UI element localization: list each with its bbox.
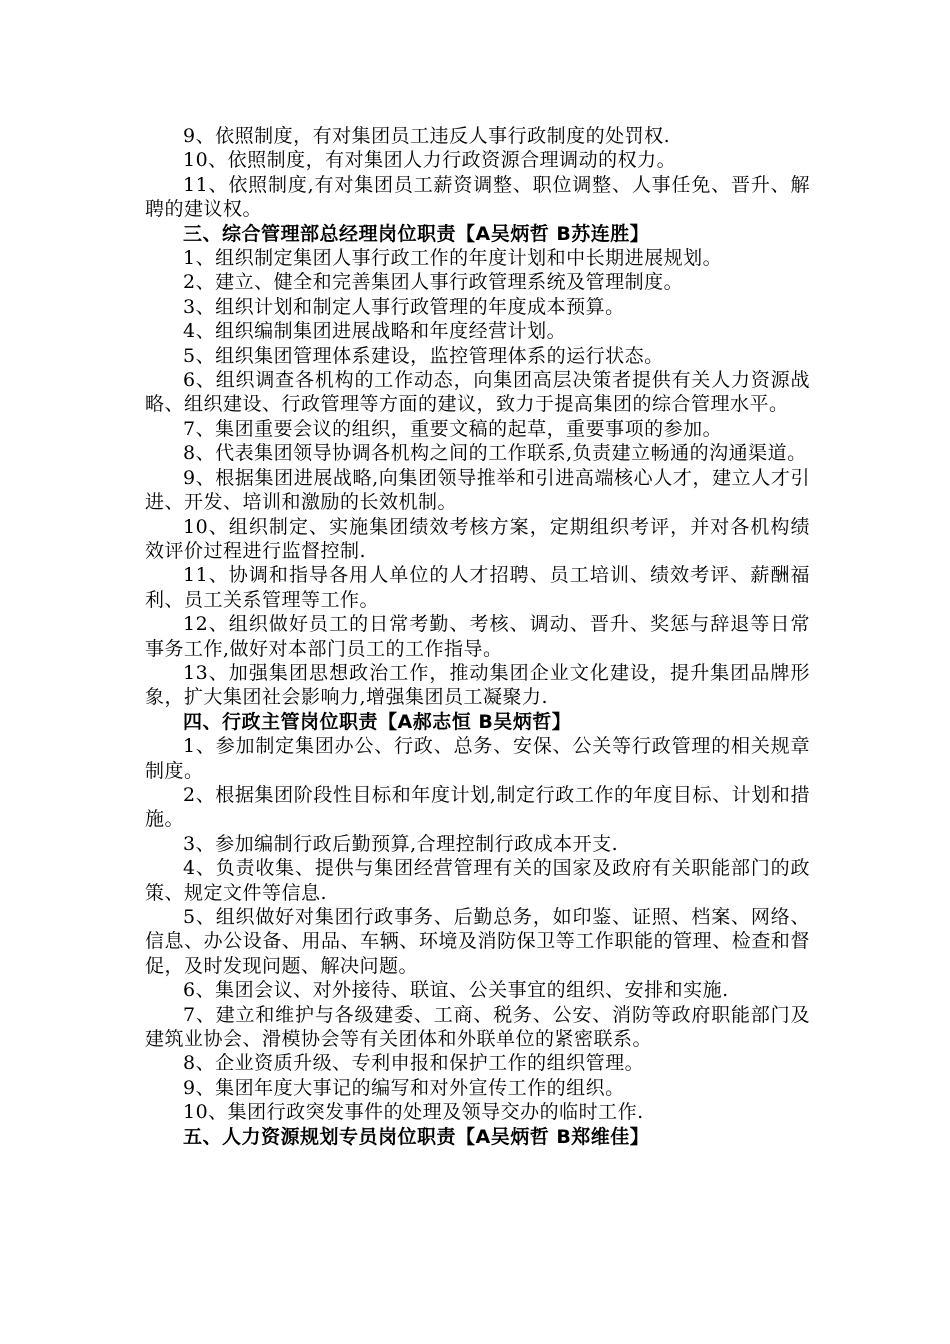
duty-item: 9、依照制度，有对集团员工违反人事行政制度的处罚权. [183,125,671,147]
duty-item: 10、组织制定、实施集团绩效考核方案，定期组织考评，并对各机构绩效评价过程进行监督控制. [145,515,810,562]
duty-item: 7、建立和维护与各级建委、工商、税务、公安、消防等政府职能部门及建筑业协会、滑模协会等有关团体和外联单位的紧密联系。 [145,1003,810,1051]
duty-item: 5、组织集团管理体系建设，监控管理体系的运行状态。 [183,344,664,367]
duty-item: 2、建立、健全和完善集团人事行政管理系统及管理制度。 [183,271,684,294]
duty-item: 8、企业资质升级、专利申报和保护工作的组织管理。 [183,1052,645,1075]
duty-item: 4、负责收集、提供与集团经营管理有关的国家及政府有关职能部门的政策、规定文件等信息. [145,857,810,904]
duty-item: 9、集团年度大事记的编写和对外宣传工作的组织。 [183,1076,625,1099]
duty-item: 1、组织制定集团人事行政工作的年度计划和中长期进展规划。 [183,247,723,270]
duty-item: 11、依照制度,有对集团员工薪资调整、职位调整、人事任免、晋升、解聘的建议权。 [145,173,810,221]
duty-item: 11、协调和指导各用人单位的人才招聘、员工培训、绩效考评、薪酬福利、员工关系管理等工作。 [145,564,810,611]
duty-item: 2、根据集团阶段性目标和年度计划,制定行政工作的年度目标、计划和措施。 [145,783,810,831]
duty-item: 12、组织做好员工的日常考勤、考核、调动、晋升、奖惩与辞退等日常事务工作,做好对本部门员工的工作指导。 [145,613,810,660]
section-heading: 五、人力资源规划专员岗位职责【A吴炳哲 B郑维佳】 [183,1125,650,1148]
duty-item: 10、集团行政突发事件的处理及领导交办的临时工作. [183,1101,644,1124]
duty-item: 13、加强集团思想政治工作，推动集团企业文化建设，提升集团品牌形象，扩大集团社会影响力,增强集团员工凝聚力. [145,661,810,709]
duty-item: 4、组织编制集团进展战略和年度经营计划。 [183,320,567,343]
duty-item: 10、依照制度，有对集团人力行政资源合理调动的权力。 [183,149,677,172]
duty-item: 6、集团会议、对外接待、联谊、公关事宜的组织、安排和实施. [183,979,729,1002]
document-body [145,124,810,1149]
duty-item: 5、组织做好对集团行政事务、后勤总务，如印鉴、证照、档案、网络、信息、办公设备、用品、车辆、环境及消防保卫等工作职能的管理、检查和督促，及时发现问题、解决问题。 [145,906,810,977]
duty-item: 9、根据集团进展战略,向集团领导推举和引进高端核心人才，建立人才引进、开发、培训和激励的长效机制。 [145,466,810,514]
duty-item: 3、组织计划和制定人事行政管理的年度成本预算。 [183,295,625,318]
duty-item: 7、集团重要会议的组织，重要文稿的起草，重要事项的参加。 [183,417,723,440]
duty-item: 8、代表集团领导协调各机构之间的工作联系,负责建立畅通的沟通渠道。 [183,442,807,465]
duty-item: 3、参加编制行政后勤预算,合理控制行政成本开支. [183,832,619,855]
section-heading: 四、行政主管岗位职责【A郝志恒 B吴炳哲】 [183,710,572,733]
duty-item: 1、参加制定集团办公、行政、总务、安保、公关等行政管理的相关规章制度。 [145,735,810,782]
duty-item: 6、组织调查各机构的工作动态，向集团高层决策者提供有关人力资源战略、组织建设、行政管理等方面的建议，致力于提高集团的综合管理水平。 [145,369,810,416]
section-heading: 三、综合管理部总经理岗位职责【A吴炳哲 B苏连胜】 [183,222,650,245]
